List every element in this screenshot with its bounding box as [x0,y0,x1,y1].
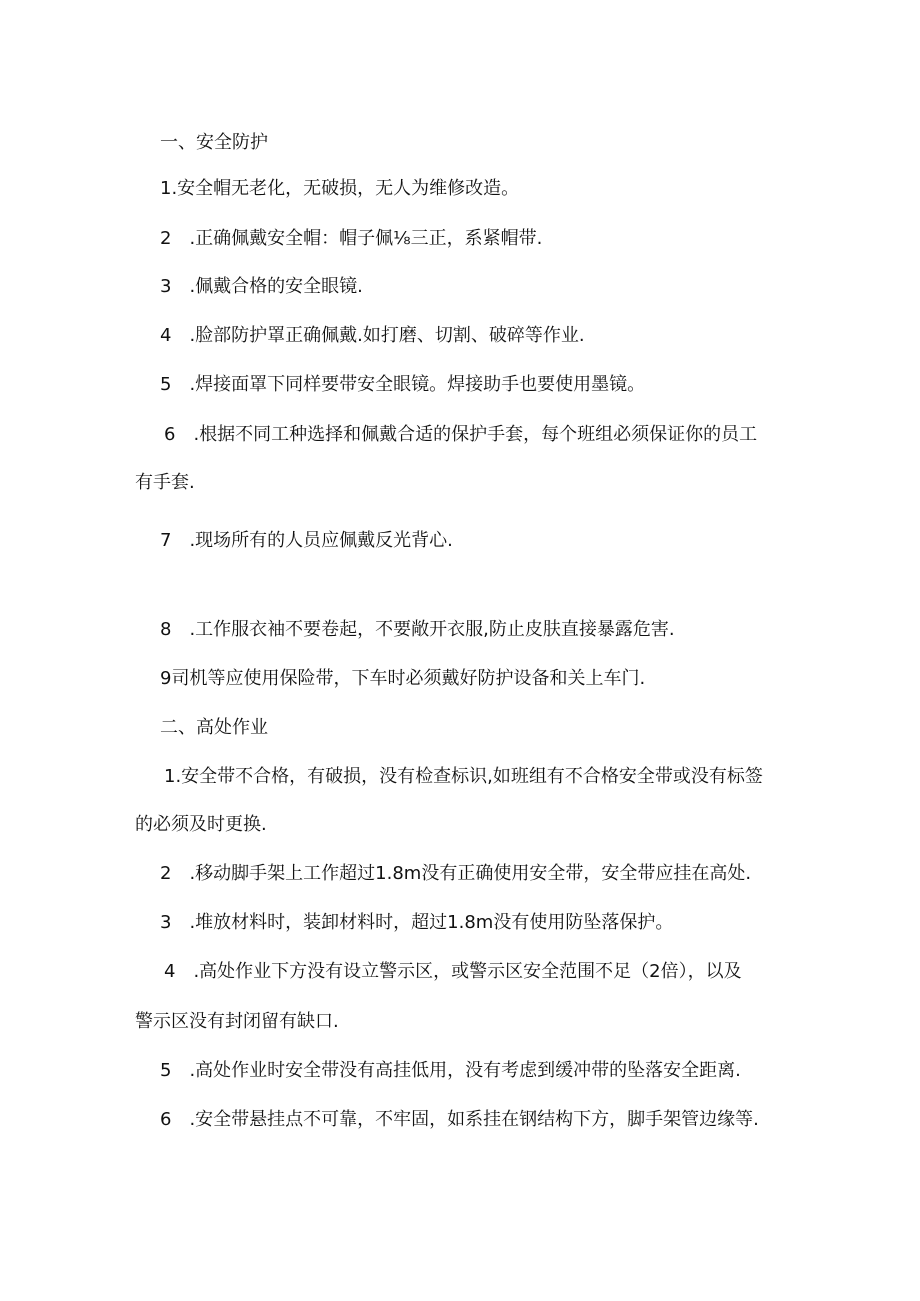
list-item: 6 .根据不同工种选择和佩戴合适的保护手套，每个班组必须保证你的员工 [164,424,758,445]
list-item: 5 .焊接面罩下同样要带安全眼镜。焊接助手也要使用墨镜。 [160,374,646,395]
list-item: 4 .脸部防护罩正确佩戴.如打磨、切割、破碎等作业. [160,325,585,346]
list-item: 6 .安全带悬挂点不可靠，不牢固，如系挂在钢结构下方，脚手架管边缘等. [160,1109,759,1130]
list-item: 4 .高处作业下方没有设立警示区，或警示区安全范围不足（2倍），以及 [164,961,742,982]
list-item: 1.安全帽无老化，无破损，无人为维修改造。 [160,178,520,199]
list-item: 5 .高处作业时安全带没有高挂低用，没有考虑到缓冲带的坠落安全距离. [160,1060,741,1081]
section-heading-work-at-height: 二、高处作业 [160,717,268,738]
list-item-continuation: 有手套. [135,472,195,493]
list-item: 9司机等应使用保险带，下车时必须戴好防护设备和关上车门. [160,668,646,689]
list-item: 3 .堆放材料时，装卸材料时，超过1.8m没有使用防坠落保护。 [160,912,674,933]
list-item: 1.安全带不合格，有破损，没有检查标识,如班组有不合格安全带或没有标签 [164,766,763,787]
list-item: 7 .现场所有的人员应佩戴反光背心. [160,530,453,551]
list-item: 8 .工作服衣袖不要卷起，不要敞开衣服,防止皮肤直接暴露危害. [160,619,675,640]
list-item-continuation: 的必须及时更换. [135,814,267,835]
list-item-continuation: 警示区没有封闭留有缺口. [135,1011,339,1032]
list-item: 3 .佩戴合格的安全眼镜. [160,276,363,297]
section-heading-safety-protection: 一、安全防护 [160,132,268,153]
list-item: 2 .移动脚手架上工作超过1.8m没有正确使用安全带，安全带应挂在高处. [160,863,752,884]
list-item: 2 .正确佩戴安全帽：帽子佩⅛三正，系紧帽带. [160,228,543,249]
